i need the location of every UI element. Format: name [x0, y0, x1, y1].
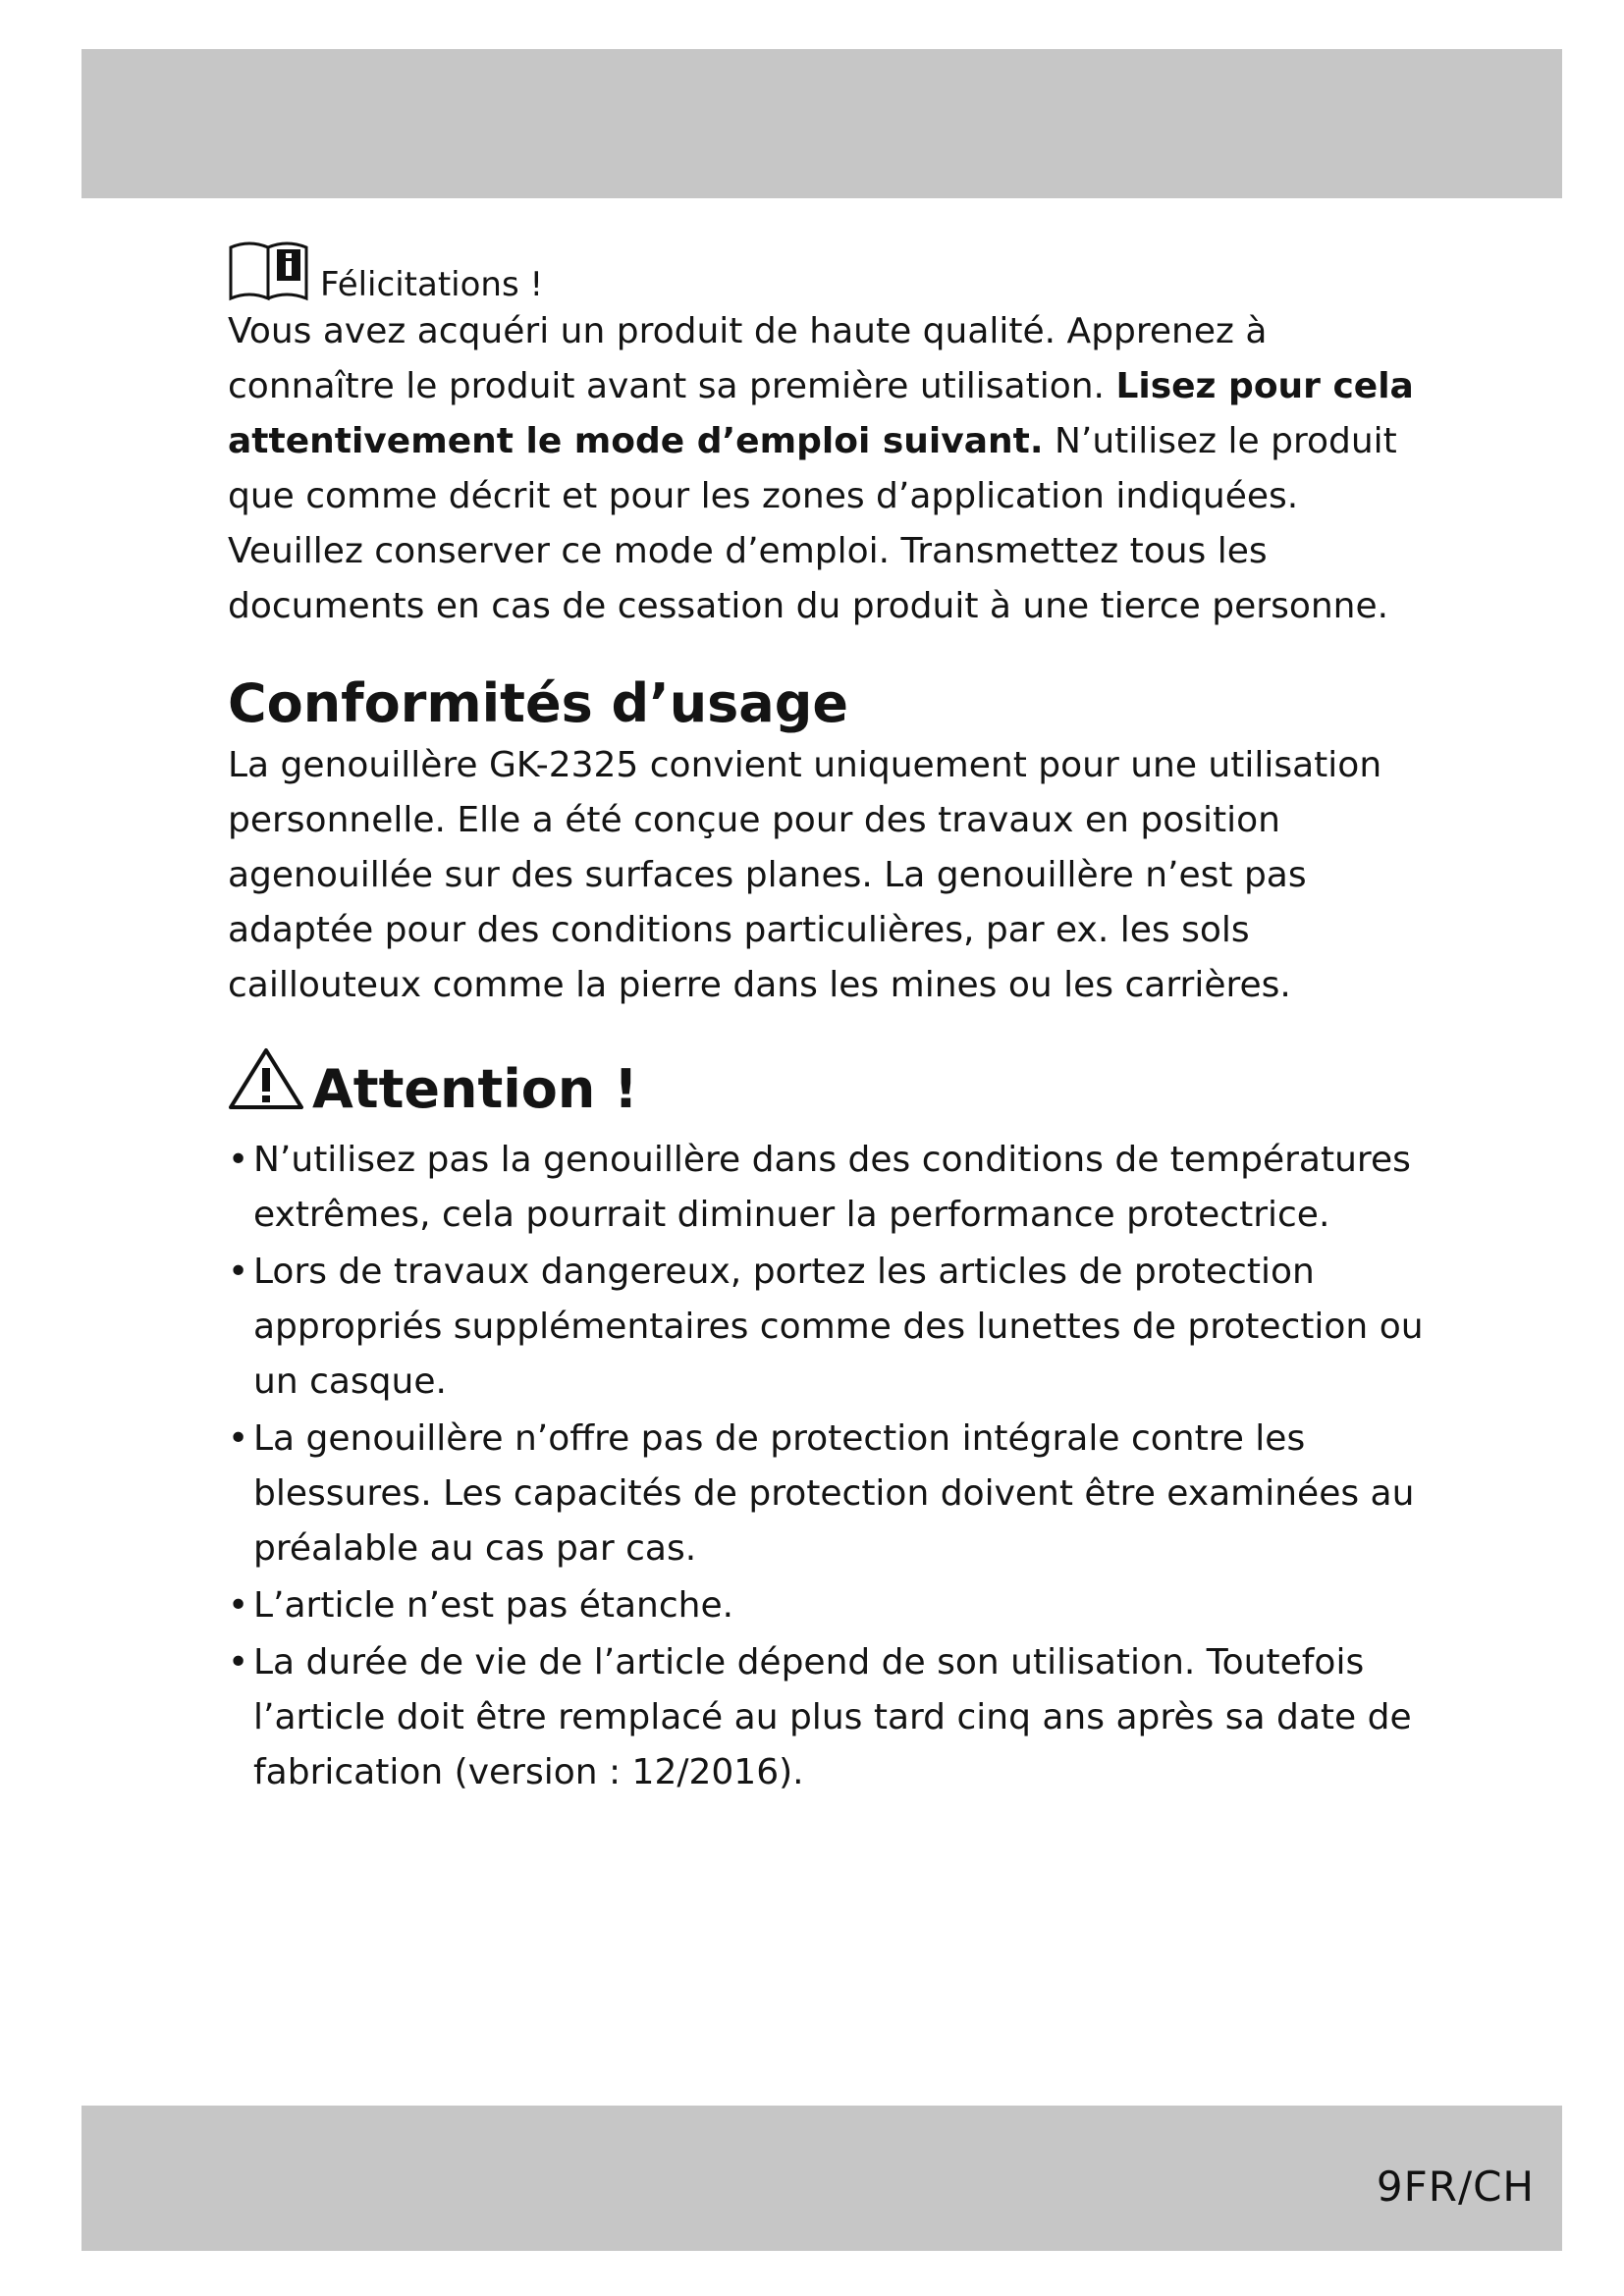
list-item-text: N’utilisez pas la genouillère dans des conditions de températures extrêmes, cela pourrait diminuer la performance protectrice. — [253, 1140, 1411, 1235]
bullet-icon: • — [228, 1418, 249, 1459]
bullet-icon: • — [228, 1252, 249, 1292]
list-item — [228, 1133, 1435, 1243]
list-item — [228, 1245, 1435, 1410]
bullet-icon: • — [228, 1585, 249, 1626]
intro-text-1: Vous avez acquéri un produit de haute qualité. Apprenez à connaître le produit avant sa première utilisation. — [228, 311, 1268, 406]
bullet-icon: • — [228, 1140, 249, 1180]
header-band — [81, 49, 1562, 198]
list-item-text: La durée de vie de l’article dépend de son utilisation. Toutefois l’article doit être remplacé au plus tard cinq ans après sa date de fabrication (version : 12/2016). — [253, 1642, 1412, 1792]
warning-triangle-icon — [228, 1046, 312, 1133]
intro-text-2: N’utilisez le produit que comme décrit et pour les zones d’application indiquées. — [228, 421, 1397, 516]
intro-paragraph-2: Veuillez conserver ce mode d’emploi. Transmettez tous les documents en cas de cessation du produit à une tierce personne. — [228, 531, 1389, 626]
intro-bold-text: Lisez pour cela attentivement le mode d’emploi suivant. — [228, 366, 1414, 461]
list-item — [228, 1412, 1435, 1576]
attention-list — [228, 1133, 1435, 1800]
page-number: 9FR/CH — [1376, 2163, 1535, 2211]
footer-band — [81, 2106, 1562, 2251]
page-content — [228, 236, 1435, 1802]
usage-text: La genouillère GK-2325 convient uniquement pour une utilisation personnelle. Elle a été conçue pour des travaux en position agenouillée sur des surfaces planes. La genouillère n’est pas adaptée pour des conditions particulières, par ex. les sols caillouteux comme la pierre dans les mines ou les carrières. — [228, 745, 1382, 1005]
info-book-icon — [228, 240, 320, 304]
intro-heading: Félicitations ! — [320, 265, 544, 304]
intro-heading-row — [228, 236, 1435, 304]
intro-paragraph — [228, 304, 1435, 524]
list-item-text: L’article n’est pas étanche. — [253, 1585, 734, 1626]
usage-title: Conformités d’usage — [228, 672, 849, 734]
list-item-text: La genouillère n’offre pas de protection intégrale contre les blessures. Les capacités de protection doivent être examinées au préalable au cas par cas. — [253, 1418, 1415, 1569]
attention-heading-row — [228, 1046, 1435, 1133]
bullet-icon: • — [228, 1642, 249, 1682]
list-item — [228, 1578, 1435, 1633]
attention-title: Attention ! — [312, 1058, 638, 1120]
list-item — [228, 1635, 1435, 1800]
list-item-text: Lors de travaux dangereux, portez les articles de protection appropriés supplémentaires comme des lunettes de protection ou un casque. — [253, 1252, 1424, 1402]
